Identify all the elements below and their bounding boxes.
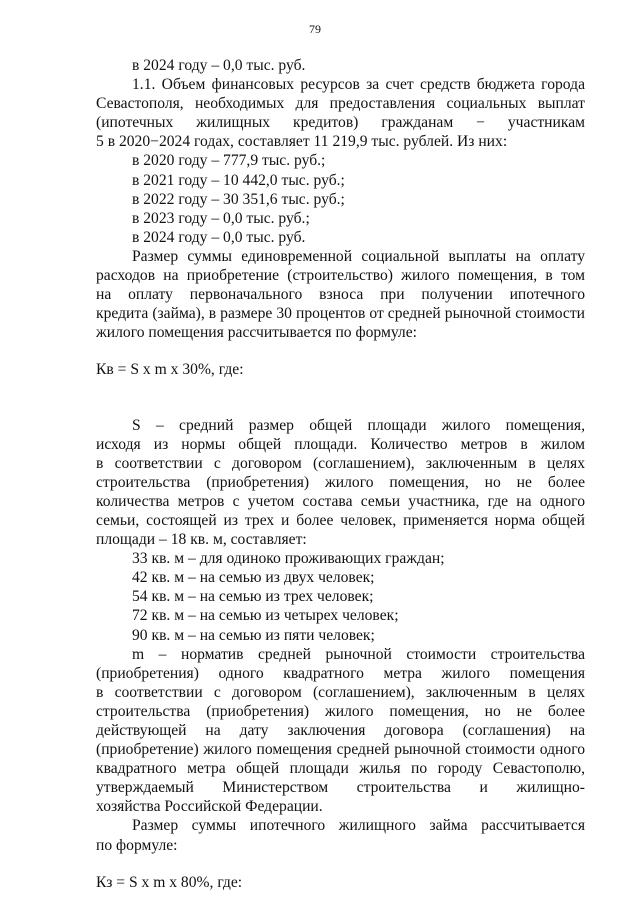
text-line: площади – 18 кв. м, составляет:: [96, 531, 307, 549]
text-line: строительства (приобретения) жилого помещения, но не более: [96, 473, 585, 491]
text-line: расходов на приобретение (строительство) жилого помещения, в том: [96, 267, 585, 285]
text-line: строительства (приобретения) жилого помещения, но не более: [96, 702, 585, 720]
text-line: 72 кв. м – на семью из четырех человек;: [132, 607, 399, 625]
text-line: (ипотечных жилищных кредитов) гражданам − участникам: [96, 114, 585, 132]
paragraph-gap: [96, 380, 585, 416]
document-body: [96, 56, 585, 892]
text-line: в 2023 году – 0,0 тыс. руб.;: [132, 209, 310, 227]
text-line: 42 кв. м – на семью из двух человек;: [132, 569, 375, 587]
text-line: исходя из нормы общей площади. Количество метров в жилом: [96, 435, 585, 453]
paragraph-gap: [96, 855, 585, 873]
text-line: в 2022 году – 30 351,6 тыс. руб.;: [132, 190, 345, 208]
text-line: утверждаемый Министерством строительства и жилищно-: [96, 779, 585, 797]
text-line: 54 кв. м – на семью из трех человек;: [132, 588, 374, 606]
text-line: Кв = S x m x 30%, где:: [96, 361, 244, 379]
text-line: по формуле:: [96, 836, 178, 854]
paragraph-gap: [96, 342, 585, 360]
text-line: действующей на дату заключения договора (соглашения) на: [96, 722, 585, 739]
text-line: Размер суммы ипотечного жилищного займа рассчитывается: [132, 817, 585, 835]
text-line: в 2021 году – 10 442,0 тыс. руб.;: [132, 171, 345, 189]
text-line: количества метров с учетом состава семьи участника, где на одного: [96, 492, 585, 510]
text-line: в 2024 году – 0,0 тыс. руб.: [132, 57, 306, 74]
text-line: семьи, состоящей из трех и более человек, применяется норма общей: [96, 511, 585, 529]
text-line: 33 кв. м – для одиноко проживающих граждан;: [132, 550, 445, 568]
text-line: (приобретения) одного квадратного метра жилого помещения: [96, 664, 585, 682]
text-line: в соответствии с договором (соглашением), заключенным в целях: [96, 454, 585, 472]
text-line: 1.1. Объем финансовых ресурсов за счет средств бюджета города: [132, 76, 585, 94]
text-line: Кз = S x m x 80%, где:: [96, 873, 243, 891]
text-line: в соответствии с договором (соглашением), заключенным в целях: [96, 683, 585, 701]
text-line: в 2024 году – 0,0 тыс. руб.: [132, 228, 306, 246]
text-line: m – норматив средней рыночной стоимости строительства: [132, 645, 585, 663]
text-line: 5 в 2020−2024 годах, составляет 11 219,9 тыс. рублей. Из них:: [96, 133, 508, 151]
text-line: Севастополя, необходимых для предоставления социальных выплат: [96, 95, 585, 113]
text-line: в 2020 году – 777,9 тыс. руб.;: [132, 152, 326, 170]
page-number: 79: [309, 22, 321, 36]
text-line: квадратного метра общей площади жилья по городу Севастополю,: [96, 760, 585, 778]
text-line: S – средний размер общей площади жилого помещения,: [132, 416, 585, 434]
text-line: жилого помещения рассчитывается по формуле:: [96, 324, 417, 342]
text-line: на оплату первоначального взноса при получении ипотечного: [96, 286, 585, 304]
text-line: (приобретение) жилого помещения средней рыночной стоимости одного: [96, 741, 585, 759]
text-line: хозяйства Российской Федерации.: [96, 798, 323, 816]
text-line: кредита (займа), в размере 30 процентов от средней рыночной стоимости: [96, 305, 585, 323]
text-line: Размер суммы единовременной социальной выплаты на оплату: [132, 247, 585, 265]
text-line: 90 кв. м – на семью из пяти человек;: [132, 626, 375, 644]
